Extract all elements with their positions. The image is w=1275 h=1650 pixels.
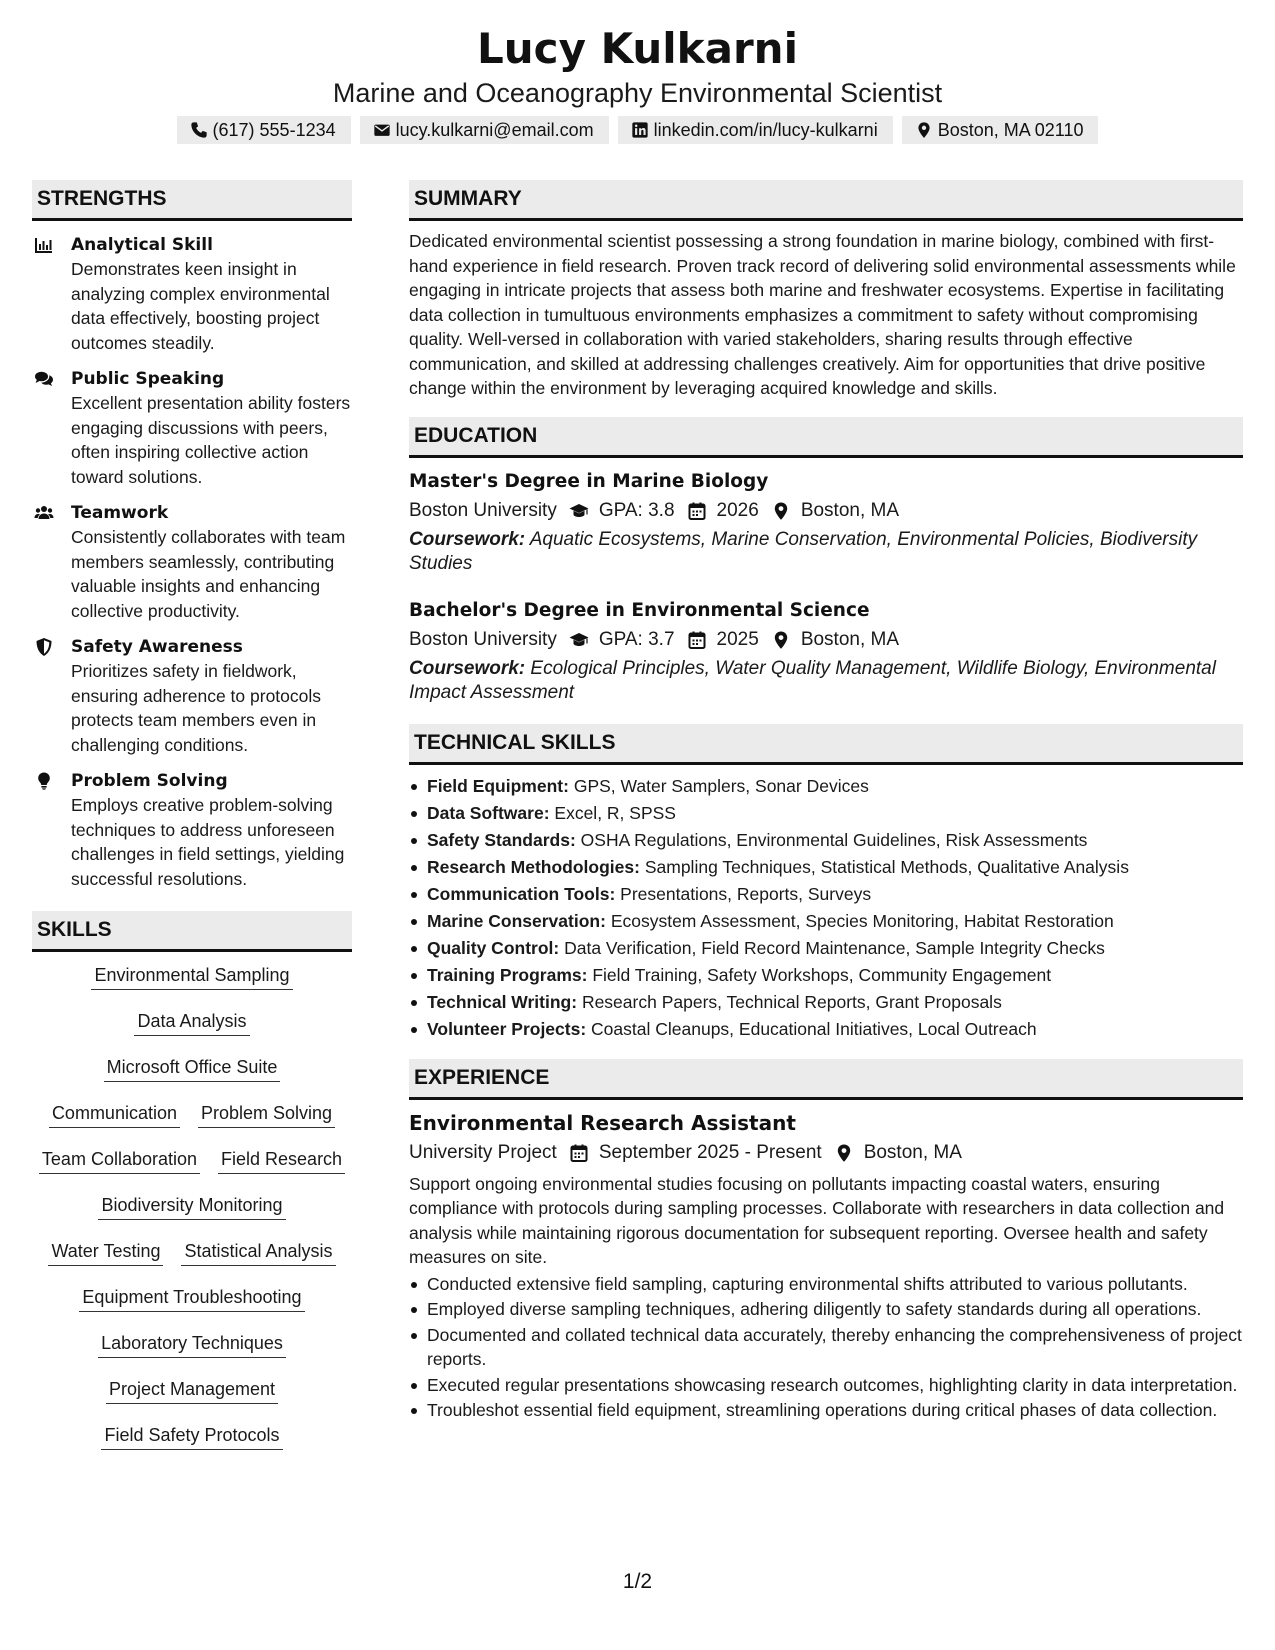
skill-tag: Equipment Troubleshooting: [79, 1284, 304, 1312]
skill-tag: Field Research: [218, 1146, 345, 1174]
strength-desc: Consistently collaborates with team members seamlessly, contributing valuable insights and enhancing collective productivity.: [71, 527, 346, 621]
strength-desc: Excellent presentation ability fosters engaging discussions with peers, often inspiring collective action toward solutions.: [71, 393, 351, 487]
job-dates: September 2025 - Present: [598, 1141, 822, 1163]
contact-email-text: lucy.kulkarni@email.com: [395, 119, 594, 140]
job-org: University Project: [409, 1141, 557, 1163]
skill-tag: Data Analysis: [134, 1008, 249, 1036]
list-item: [409, 1016, 1243, 1043]
coursework-list: Ecological Principles, Water Quality Management, Wildlife Biology, Environmental Impact Assessment: [409, 657, 1216, 703]
tech-skill-label: Technical Writing:: [427, 991, 578, 1012]
education-list: [409, 468, 1243, 706]
coursework-label: Coursework:: [409, 528, 526, 550]
graduation-cap-icon: [569, 630, 589, 650]
skill-tag: Problem Solving: [198, 1100, 335, 1128]
strength-desc: Employs creative problem-solving techniques to address unforeseen challenges in field settings, yielding successful resolutions.: [71, 795, 345, 889]
graduation-year: 2025: [716, 628, 759, 650]
job-bullets: [409, 1272, 1243, 1423]
school-location: Boston, MA: [800, 499, 900, 521]
strength-name: Analytical Skill: [71, 235, 213, 255]
coursework-list: Aquatic Ecosystems, Marine Conservation, Environmental Policies, Biodiversity Studies: [409, 528, 1198, 574]
skill-tag: Laboratory Techniques: [98, 1330, 286, 1358]
strength-item: [32, 233, 352, 355]
tech-skill-value: Research Papers, Technical Reports, Grant Proposals: [581, 991, 1002, 1012]
tech-skill-value: Excel, R, SPSS: [554, 802, 676, 823]
skill-row: [32, 1376, 352, 1404]
strength-item: [32, 769, 352, 891]
coursework: [409, 528, 1243, 577]
strength-desc: Demonstrates keen insight in analyzing complex environmental data effectively, boosting project outcomes steadily.: [71, 259, 330, 353]
strength-desc: Prioritizes safety in fieldwork, ensuring adherence to protocols protects team members even in challenging conditions.: [71, 661, 322, 755]
tech-skill-value: Ecosystem Assessment, Species Monitoring, Habitat Restoration: [610, 910, 1114, 931]
right-column: [409, 180, 1243, 1424]
tech-skill-label: Field Equipment:: [427, 775, 569, 796]
skill-tag: Team Collaboration: [39, 1146, 200, 1174]
calendar-icon: [569, 1143, 589, 1163]
tech-skill-label: Quality Control:: [427, 937, 560, 958]
list-item: [409, 935, 1243, 962]
skill-tag: Microsoft Office Suite: [104, 1054, 281, 1082]
contact-email[interactable]: [360, 116, 609, 144]
skill-row: [32, 1422, 352, 1450]
skill-tag: Water Testing: [48, 1238, 163, 1266]
left-column: [32, 180, 352, 1468]
lightbulb-icon: [34, 771, 54, 791]
tech-skill-label: Safety Standards:: [427, 829, 576, 850]
skill-row: [32, 1054, 352, 1082]
contact-phone[interactable]: [177, 116, 351, 144]
calendar-icon: [687, 630, 707, 650]
list-item: [409, 908, 1243, 935]
job-location: Boston, MA: [863, 1141, 962, 1163]
gpa: GPA: 3.8: [598, 499, 675, 521]
comments-icon: [34, 369, 54, 389]
strength-name: Public Speaking: [71, 369, 225, 389]
page-number: 1/2: [622, 1570, 653, 1593]
graduation-year: 2026: [716, 499, 759, 521]
skill-row: [32, 1008, 352, 1036]
tech-skill-value: OSHA Regulations, Environmental Guidelines, Risk Assessments: [580, 829, 1088, 850]
job-title: Environmental Research Assistant: [409, 1110, 796, 1135]
skill-tag: Environmental Sampling: [91, 962, 292, 990]
job-meta: [409, 1138, 1243, 1168]
degree-title: Master's Degree in Marine Biology: [409, 470, 769, 492]
linkedin-icon: [631, 121, 649, 139]
strengths-heading: STRENGTHS: [32, 180, 352, 221]
list-item: Troubleshot essential field equipment, streamlining operations during critical phases of data collection.: [409, 1398, 1243, 1423]
list-item: Executed regular presentations showcasing research outcomes, highlighting clarity in data interpretation.: [409, 1373, 1243, 1398]
list-item: [409, 989, 1243, 1016]
list-item: [409, 854, 1243, 881]
contact-location: [902, 116, 1099, 144]
list-item: [409, 962, 1243, 989]
school-name: Boston University: [409, 499, 557, 521]
skill-row: [32, 1192, 352, 1220]
tech-skill-label: Volunteer Projects:: [427, 1018, 587, 1039]
skill-row: [32, 962, 352, 990]
tech-skill-value: GPS, Water Samplers, Sonar Devices: [573, 775, 869, 796]
experience-entry: [409, 1108, 1243, 1423]
strength-item: [32, 367, 352, 489]
education-entry: [409, 597, 1243, 706]
tech-skill-value: Coastal Cleanups, Educational Initiatives, Local Outreach: [591, 1018, 1037, 1039]
candidate-title: Marine and Oceanography Environmental Scientist: [332, 78, 943, 108]
education-entry: [409, 468, 1243, 577]
education-meta: [409, 625, 1243, 655]
skills-list: [32, 952, 352, 1468]
envelope-icon: [373, 121, 391, 139]
tech-skill-value: Field Training, Safety Workshops, Community Engagement: [592, 964, 1052, 985]
bar-chart-icon: [34, 235, 54, 255]
coursework: [409, 657, 1243, 706]
skill-tag: Statistical Analysis: [181, 1238, 335, 1266]
strength-name: Safety Awareness: [71, 637, 243, 657]
skill-row: [32, 1284, 352, 1312]
skill-row: [32, 1330, 352, 1358]
summary-text: Dedicated environmental scientist possessing a strong foundation in marine biology, combined with first-hand experience in field research. Proven track record of delivering solid environmental assessments while engaging in intricate projects that assess both marine and freshwater ecosystems. Expertise in facilitating data collection in tumultuous environments emphasizes a commitment to safety without compromising quality. Well-versed in collaboration with varied stakeholders, sharing results through effective communication, and skilled at addressing challenges creatively. Aim for opportunities that drive positive change within the environment by leveraging acquired knowledge and skills.: [409, 231, 1236, 398]
resume-header: [0, 22, 1275, 144]
list-item: [409, 827, 1243, 854]
skill-tag: Biodiversity Monitoring: [98, 1192, 285, 1220]
technical-skills-heading: TECHNICAL SKILLS: [409, 724, 1243, 765]
shield-icon: [34, 637, 54, 657]
strengths-list: [32, 233, 352, 891]
tech-skill-label: Data Software:: [427, 802, 550, 823]
job-description: Support ongoing environmental studies focusing on pollutants impacting coastal waters, ensuring compliance with protocols during sampling processes. Collaborate with researchers in data collection and analysis while maintaining rigorous documentation for subsequent reporting. Oversee health and safety measures on site.: [409, 1173, 1225, 1267]
map-pin-icon: [915, 121, 933, 139]
coursework-label: Coursework:: [409, 657, 526, 679]
list-item: Conducted extensive field sampling, capturing environmental shifts attributed to various pollutants.: [409, 1272, 1243, 1297]
map-pin-icon: [834, 1143, 854, 1163]
candidate-name: Lucy Kulkarni: [477, 24, 798, 73]
list-item: Employed diverse sampling techniques, adhering diligently to safety standards during all operations.: [409, 1297, 1243, 1322]
skills-heading: SKILLS: [32, 911, 352, 952]
school-location: Boston, MA: [800, 628, 900, 650]
contact-bar: [0, 116, 1275, 144]
users-icon: [34, 503, 54, 523]
skill-tag: Communication: [49, 1100, 180, 1128]
contact-phone-text: (617) 555-1234: [212, 119, 336, 140]
phone-icon: [190, 121, 208, 139]
strength-item: [32, 501, 352, 623]
gpa: GPA: 3.7: [598, 628, 675, 650]
map-pin-icon: [771, 630, 791, 650]
tech-skill-label: Communication Tools:: [427, 883, 616, 904]
skill-tag: Project Management: [106, 1376, 278, 1404]
experience-heading: EXPERIENCE: [409, 1059, 1243, 1100]
summary-heading: SUMMARY: [409, 180, 1243, 221]
strength-name: Problem Solving: [71, 771, 228, 791]
list-item: [409, 800, 1243, 827]
education-meta: [409, 496, 1243, 526]
tech-skill-value: Sampling Techniques, Statistical Methods, Qualitative Analysis: [644, 856, 1129, 877]
map-pin-icon: [771, 501, 791, 521]
tech-skill-label: Marine Conservation:: [427, 910, 606, 931]
list-item: [409, 773, 1243, 800]
technical-skills-list: [409, 773, 1243, 1043]
graduation-cap-icon: [569, 501, 589, 521]
school-name: Boston University: [409, 628, 557, 650]
contact-linkedin-text: linkedin.com/in/lucy-kulkarni: [653, 119, 878, 140]
list-item: [409, 881, 1243, 908]
tech-skill-value: Data Verification, Field Record Maintenance, Sample Integrity Checks: [564, 937, 1105, 958]
skill-tag: Field Safety Protocols: [101, 1422, 282, 1450]
calendar-icon: [687, 501, 707, 521]
contact-location-text: Boston, MA 02110: [937, 119, 1084, 140]
degree-title: Bachelor's Degree in Environmental Science: [409, 599, 870, 621]
tech-skill-value: Presentations, Reports, Surveys: [620, 883, 872, 904]
tech-skill-label: Research Methodologies:: [427, 856, 640, 877]
strength-item: [32, 635, 352, 757]
list-item: Documented and collated technical data accurately, thereby enhancing the comprehensiveness of project reports.: [409, 1323, 1243, 1372]
contact-linkedin[interactable]: [618, 116, 893, 144]
strength-name: Teamwork: [71, 503, 169, 523]
education-heading: EDUCATION: [409, 417, 1243, 458]
tech-skill-label: Training Programs:: [427, 964, 588, 985]
